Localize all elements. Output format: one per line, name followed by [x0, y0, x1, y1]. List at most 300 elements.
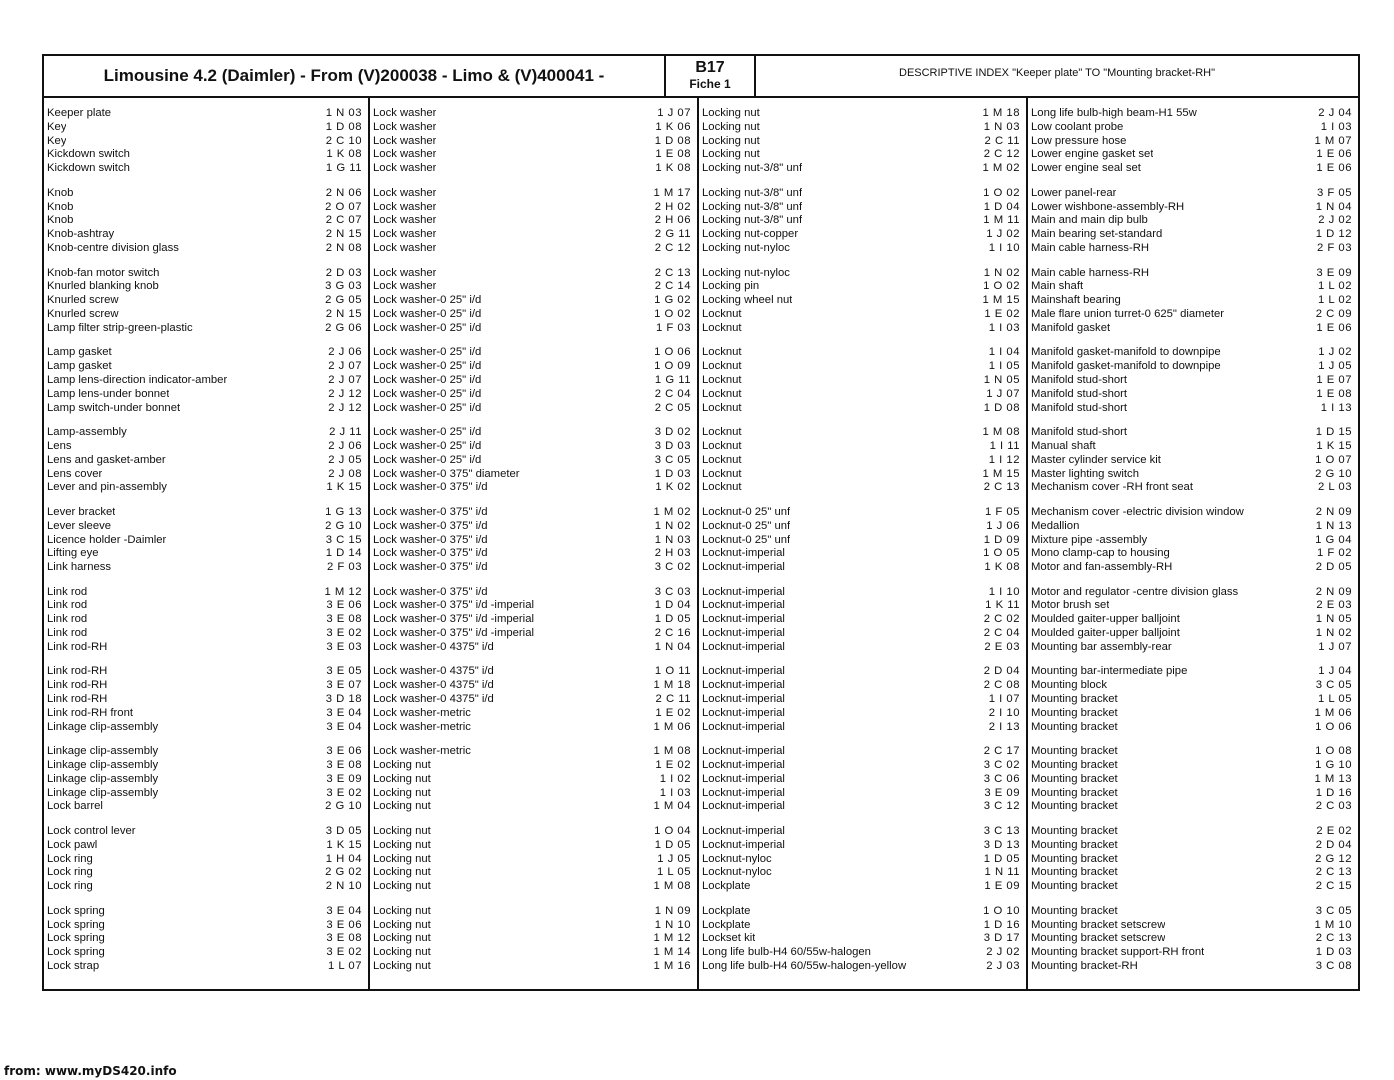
index-entry — [373, 308, 695, 322]
index-entry — [702, 322, 1024, 336]
part-name: Mounting bracket — [1031, 866, 1118, 879]
part-name: Mounting bracket — [1031, 706, 1118, 719]
index-entry — [702, 107, 1024, 121]
part-name: Knob — [47, 186, 74, 199]
grid-reference: 2 C 08 — [983, 679, 1020, 692]
part-name: Locking nut-3/8" unf — [702, 162, 803, 175]
part-name: Lock control lever — [47, 825, 136, 838]
grid-reference: 1 E 06 — [1316, 148, 1352, 161]
grid-reference: 1 N 04 — [654, 640, 691, 653]
index-entry — [1031, 745, 1356, 759]
index-entry — [702, 905, 1024, 919]
index-entry — [1031, 800, 1356, 814]
part-name: Long life bulb-high beam-H1 55w — [1031, 107, 1197, 119]
grid-reference: 1 D 08 — [654, 134, 691, 147]
part-name: Main bearing set-standard — [1031, 228, 1163, 241]
part-name: Lamp gasket — [47, 360, 112, 373]
part-name: Lever and pin-assembly — [47, 481, 167, 494]
grid-reference: 1 I 13 — [1320, 401, 1352, 414]
grid-reference: 1 M 10 — [1314, 918, 1352, 931]
index-entry — [47, 242, 366, 256]
part-name: Locking nut-3/8" unf — [702, 214, 803, 227]
grid-reference: 2 J 11 — [329, 426, 362, 439]
index-entry — [1031, 599, 1356, 613]
grid-reference: 1 E 06 — [1316, 321, 1352, 334]
index-entry — [47, 308, 366, 322]
index-entry — [1031, 946, 1356, 960]
index-entry — [702, 506, 1024, 520]
part-name: Locknut-imperial — [702, 547, 785, 560]
grid-reference: 2 C 11 — [984, 134, 1020, 147]
index-entry — [47, 201, 366, 215]
grid-reference: 2 C 04 — [654, 387, 691, 400]
grid-reference: 2 D 04 — [983, 665, 1020, 678]
index-entry — [702, 440, 1024, 454]
part-name: Mounting bracket — [1031, 800, 1118, 813]
grid-reference: 3 E 08 — [326, 613, 362, 626]
grid-reference: 1 D 14 — [325, 547, 362, 560]
part-name: Lockset kit — [702, 932, 756, 945]
grid-reference: 3 E 06 — [326, 918, 362, 931]
index-entry — [47, 162, 366, 176]
part-name: Mounting bracket — [1031, 772, 1118, 785]
index-entry — [1031, 346, 1356, 360]
grid-reference: 1 J 05 — [1318, 360, 1352, 373]
entry-group — [1031, 346, 1356, 415]
index-entry — [702, 839, 1024, 853]
grid-reference: 2 N 10 — [325, 880, 362, 893]
index-entry — [702, 599, 1024, 613]
grid-reference: 2 C 16 — [654, 627, 691, 640]
index-entry — [47, 426, 366, 440]
grid-reference: 1 M 17 — [653, 186, 691, 199]
index-entry — [702, 787, 1024, 801]
grid-reference: 1 G 04 — [1315, 533, 1352, 546]
part-name: Locking nut — [373, 880, 431, 893]
grid-reference: 1 D 16 — [983, 918, 1020, 931]
entry-group — [373, 825, 695, 894]
part-name: Locknut-imperial — [702, 627, 785, 640]
grid-reference: 2 C 12 — [983, 148, 1020, 161]
part-name: Lock washer-0 25" i/d — [373, 439, 482, 452]
part-name: Mounting bracket — [1031, 880, 1118, 893]
grid-reference: 1 O 02 — [654, 307, 691, 320]
entry-group — [1031, 187, 1356, 256]
entry-group — [47, 586, 366, 655]
part-name: Knob — [47, 200, 74, 213]
index-entry — [1031, 374, 1356, 388]
entry-group — [702, 506, 1024, 575]
part-name: Knob — [47, 214, 74, 227]
index-entry — [373, 773, 695, 787]
grid-reference: 1 G 11 — [325, 162, 362, 175]
part-name: Lock washer-0 25" i/d — [373, 373, 482, 386]
grid-reference: 2 J 03 — [986, 960, 1020, 972]
grid-reference: 1 O 02 — [983, 186, 1020, 199]
index-entry — [702, 242, 1024, 256]
index-entry — [373, 506, 695, 520]
index-entry — [373, 242, 695, 256]
grid-reference: 1 G 11 — [654, 373, 691, 386]
index-entry — [47, 800, 366, 814]
grid-reference: 3 E 05 — [326, 665, 362, 678]
part-name: Lock washer-0 375" i/d -imperial — [373, 613, 534, 626]
grid-reference: 3 C 05 — [1315, 679, 1352, 692]
index-entry — [373, 932, 695, 946]
grid-reference: 2 J 07 — [328, 373, 362, 386]
index-entry — [702, 745, 1024, 759]
index-entry — [47, 693, 366, 707]
part-name: Lock washer-0 4375" i/d — [373, 665, 494, 678]
index-description: DESCRIPTIVE INDEX "Keeper plate" TO "Mounting bracket-RH" — [899, 67, 1215, 79]
grid-reference: 2 F 03 — [326, 561, 362, 574]
grid-reference: 1 M 04 — [653, 800, 691, 813]
grid-reference: 1 K 08 — [655, 162, 691, 175]
index-entry — [47, 721, 366, 735]
part-name: Locking pin — [702, 280, 760, 293]
grid-reference: 1 I 04 — [988, 346, 1020, 359]
part-name: Locknut-0 25" unf — [702, 519, 791, 532]
part-name: Lock washer — [373, 162, 437, 175]
part-name: Lens cover — [47, 467, 103, 480]
grid-reference: 3 C 15 — [325, 533, 362, 546]
part-name: Lock washer-0 25" i/d — [373, 360, 482, 373]
part-name: Mounting bracket — [1031, 720, 1118, 733]
part-name: Locknut-imperial — [702, 561, 785, 574]
index-entry — [1031, 679, 1356, 693]
part-name: Mechanism cover -RH front seat — [1031, 481, 1193, 494]
index-entry — [702, 627, 1024, 641]
part-name: Motor and fan-assembly-RH — [1031, 561, 1173, 574]
grid-reference: 3 G 03 — [325, 280, 362, 293]
grid-reference: 1 D 15 — [1315, 426, 1352, 439]
part-name: Locknut-imperial — [702, 706, 785, 719]
index-entry — [373, 599, 695, 613]
grid-reference: 3 C 12 — [983, 800, 1020, 813]
index-entry — [373, 627, 695, 641]
part-name: Lock spring — [47, 904, 105, 917]
part-name: Mainshaft bearing — [1031, 294, 1121, 307]
part-name: Locking nut — [373, 918, 431, 931]
part-name: Locknut-0 25" unf — [702, 533, 791, 546]
part-name: Moulded gaiter-upper balljoint — [1031, 613, 1180, 626]
grid-reference: 3 E 09 — [326, 772, 362, 785]
part-name: Long life bulb-H4 60/55w-halogen-yellow — [702, 960, 907, 972]
index-entry — [702, 773, 1024, 787]
grid-reference: 3 E 04 — [326, 904, 362, 917]
part-name: Key — [47, 120, 67, 133]
grid-reference: 3 D 02 — [654, 426, 691, 439]
grid-reference: 1 E 06 — [1316, 162, 1352, 175]
grid-reference: 1 G 02 — [654, 294, 691, 307]
index-entry — [1031, 520, 1356, 534]
index-entry — [47, 534, 366, 548]
grid-reference: 1 M 15 — [982, 294, 1020, 307]
index-entry — [47, 679, 366, 693]
grid-reference: 2 H 02 — [654, 200, 691, 213]
entry-group — [373, 107, 695, 176]
index-entry — [373, 520, 695, 534]
grid-reference: 2 J 02 — [986, 946, 1020, 959]
part-name: Locknut — [702, 387, 742, 400]
entry-group — [702, 745, 1024, 814]
part-name: Low pressure hose — [1031, 134, 1127, 147]
index-entry — [373, 454, 695, 468]
grid-reference: 1 E 08 — [1316, 387, 1352, 400]
grid-reference: 3 E 03 — [326, 640, 362, 653]
part-name: Kickdown switch — [47, 162, 130, 175]
index-entry — [1031, 322, 1356, 336]
index-entry — [47, 267, 366, 281]
part-name: Mechanism cover -electric division window — [1031, 505, 1244, 518]
grid-reference: 1 M 12 — [653, 932, 691, 945]
grid-reference: 1 D 03 — [654, 467, 691, 480]
grid-reference: 2 N 15 — [325, 228, 362, 241]
index-entry — [1031, 214, 1356, 228]
index-entry — [702, 346, 1024, 360]
grid-reference: 1 I 12 — [988, 453, 1020, 466]
grid-reference: 1 O 06 — [1315, 720, 1352, 733]
part-name: Lamp filter strip-green-plastic — [47, 321, 193, 334]
index-entry — [702, 880, 1024, 894]
grid-reference: 2 H 03 — [654, 547, 691, 560]
grid-reference: 2 C 13 — [654, 266, 691, 279]
index-entry — [702, 561, 1024, 575]
part-name: Lamp switch-under bonnet — [47, 401, 181, 414]
index-entry — [373, 880, 695, 894]
part-name: Lock washer-metric — [373, 706, 471, 719]
grid-reference: 3 C 03 — [654, 585, 691, 598]
entry-group — [702, 187, 1024, 256]
part-name: Licence holder -Daimler — [47, 533, 167, 546]
index-entry — [47, 187, 366, 201]
index-entry — [373, 135, 695, 149]
grid-reference: 1 O 08 — [1315, 745, 1352, 758]
index-entry — [1031, 294, 1356, 308]
part-name: Lock ring — [47, 880, 93, 893]
part-name: Lock washer — [373, 148, 437, 161]
part-name: Locknut-imperial — [702, 665, 785, 678]
grid-reference: 1 M 12 — [324, 585, 362, 598]
index-entry — [373, 468, 695, 482]
part-name: Lock washer — [373, 107, 437, 119]
source-footer: from: www.myDS420.info — [4, 1064, 177, 1078]
grid-reference: 1 N 05 — [1315, 613, 1352, 626]
index-entry — [47, 388, 366, 402]
part-name: Lock washer — [373, 228, 437, 241]
part-name: Link rod — [47, 627, 88, 640]
part-name: Lock washer-0 4375" i/d — [373, 640, 494, 653]
index-entry — [373, 946, 695, 960]
index-entry — [47, 853, 366, 867]
part-name: Key — [47, 134, 67, 147]
part-name: Lock washer — [373, 134, 437, 147]
index-entry — [702, 613, 1024, 627]
grid-reference: 1 D 05 — [654, 613, 691, 626]
grid-reference: 1 M 06 — [1314, 706, 1352, 719]
grid-reference: 3 D 03 — [654, 439, 691, 452]
part-name: Locknut-imperial — [702, 772, 785, 785]
part-name: Locknut — [702, 426, 742, 439]
part-name: Locknut-0 25" unf — [702, 505, 791, 518]
grid-reference: 1 E 07 — [1316, 373, 1352, 386]
part-name: Manifold stud-short — [1031, 426, 1128, 439]
part-name: Lock washer-0 375" i/d — [373, 561, 488, 574]
index-entry — [373, 693, 695, 707]
entry-group — [373, 665, 695, 734]
index-entry — [47, 468, 366, 482]
index-entry — [702, 148, 1024, 162]
grid-reference: 3 D 05 — [325, 825, 362, 838]
entry-group — [1031, 905, 1356, 974]
grid-reference: 1 M 02 — [982, 162, 1020, 175]
part-name: Locking nut — [373, 946, 431, 959]
index-entry — [702, 825, 1024, 839]
index-entry — [47, 360, 366, 374]
grid-reference: 1 H 04 — [325, 852, 362, 865]
part-name: Lock washer-0 25" i/d — [373, 346, 482, 359]
index-entry — [373, 346, 695, 360]
part-name: Locknut — [702, 467, 742, 480]
part-name: Moulded gaiter-upper balljoint — [1031, 627, 1180, 640]
index-entry — [1031, 665, 1356, 679]
index-entry — [1031, 880, 1356, 894]
part-name: Locking nut — [702, 107, 760, 119]
grid-reference: 2 C 13 — [983, 481, 1020, 494]
index-entry — [1031, 613, 1356, 627]
part-name: Lifting eye — [47, 547, 99, 560]
entry-group — [373, 506, 695, 575]
grid-reference: 2 N 08 — [325, 241, 362, 254]
entry-group — [1031, 586, 1356, 655]
grid-reference: 2 I 13 — [988, 720, 1020, 733]
index-entry — [47, 787, 366, 801]
entry-group — [373, 905, 695, 974]
grid-reference: 1 K 08 — [984, 561, 1020, 574]
grid-reference: 1 K 11 — [985, 599, 1020, 612]
index-entry — [373, 905, 695, 919]
part-name: Link rod — [47, 613, 88, 626]
index-entry — [47, 627, 366, 641]
part-name: Lock spring — [47, 918, 105, 931]
index-entry — [1031, 825, 1356, 839]
grid-reference: 1 M 15 — [982, 467, 1020, 480]
part-name: Main cable harness-RH — [1031, 241, 1150, 254]
grid-reference: 3 C 08 — [1315, 960, 1352, 972]
part-name: Lock pawl — [47, 838, 98, 851]
part-name: Locknut-imperial — [702, 613, 785, 626]
part-name: Locking nut — [373, 932, 431, 945]
part-name: Mounting bracket — [1031, 693, 1118, 706]
grid-reference: 3 C 13 — [983, 825, 1020, 838]
index-entry — [1031, 586, 1356, 600]
part-name: Lock washer-0 375" i/d — [373, 585, 488, 598]
part-name: Knurled screw — [47, 294, 119, 307]
index-entry — [47, 547, 366, 561]
grid-reference: 2 E 03 — [984, 640, 1020, 653]
grid-reference: 1 E 02 — [655, 706, 691, 719]
grid-reference: 1 K 06 — [655, 120, 691, 133]
grid-reference: 2 J 08 — [328, 467, 362, 480]
index-entry — [47, 454, 366, 468]
grid-reference: 2 D 05 — [1315, 561, 1352, 574]
part-name: Kickdown switch — [47, 148, 130, 161]
part-name: Master lighting switch — [1031, 467, 1139, 480]
index-entry — [702, 919, 1024, 933]
part-name: Manifold stud-short — [1031, 387, 1128, 400]
grid-reference: 1 N 09 — [654, 904, 691, 917]
part-name: Lock washer-0 375" i/d — [373, 533, 488, 546]
index-entry — [1031, 360, 1356, 374]
part-name: Locknut-imperial — [702, 585, 785, 598]
grid-reference: 1 N 03 — [654, 533, 691, 546]
part-name: Lock washer-0 25" i/d — [373, 453, 482, 466]
index-entry — [373, 402, 695, 416]
grid-reference: 1 K 02 — [655, 481, 691, 494]
entry-group — [702, 825, 1024, 894]
entry-group — [1031, 107, 1356, 176]
index-entry — [1031, 426, 1356, 440]
index-entry — [47, 346, 366, 360]
part-name: Locknut — [702, 346, 742, 359]
grid-reference: 1 E 08 — [655, 148, 691, 161]
grid-reference: 2 H 06 — [654, 214, 691, 227]
fiche-code-box — [666, 56, 756, 96]
index-entry — [702, 481, 1024, 495]
index-entry — [1031, 721, 1356, 735]
index-entry — [373, 866, 695, 880]
grid-reference: 1 J 02 — [1318, 346, 1352, 359]
index-entry — [702, 866, 1024, 880]
index-entry — [1031, 187, 1356, 201]
index-entry — [373, 360, 695, 374]
part-name: Keeper plate — [47, 107, 112, 119]
grid-reference: 1 I 07 — [988, 693, 1020, 706]
part-name: Locknut-imperial — [702, 693, 785, 706]
grid-reference: 3 E 04 — [326, 720, 362, 733]
index-entry — [702, 201, 1024, 215]
index-entry — [702, 693, 1024, 707]
index-entry — [373, 214, 695, 228]
part-name: Lock washer-0 25" i/d — [373, 401, 482, 414]
index-entry — [373, 919, 695, 933]
grid-reference: 2 G 05 — [325, 294, 362, 307]
part-name: Locknut-imperial — [702, 745, 785, 758]
part-name: Male flare union turret-0 625" diameter — [1031, 307, 1225, 320]
entry-group — [47, 267, 366, 336]
entry-group — [47, 426, 366, 495]
index-column-3 — [699, 98, 1028, 991]
index-entry — [1031, 440, 1356, 454]
grid-reference: 2 C 17 — [983, 745, 1020, 758]
index-entry — [1031, 121, 1356, 135]
part-name: Mounting bracket — [1031, 838, 1118, 851]
part-name: Knurled blanking knob — [47, 280, 159, 293]
index-entry — [47, 839, 366, 853]
part-name: Locknut-imperial — [702, 759, 785, 772]
index-entry — [373, 162, 695, 176]
part-name: Lock washer-0 375" i/d — [373, 505, 488, 518]
grid-reference: 3 E 09 — [984, 786, 1020, 799]
index-entry — [1031, 960, 1356, 974]
grid-reference: 3 C 02 — [983, 759, 1020, 772]
grid-reference: 1 G 13 — [325, 505, 362, 518]
index-entry — [702, 374, 1024, 388]
grid-reference: 1 O 04 — [654, 825, 691, 838]
grid-reference: 3 C 05 — [1315, 904, 1352, 917]
part-name: Lockplate — [702, 904, 751, 917]
part-name: Locking nut — [373, 800, 431, 813]
